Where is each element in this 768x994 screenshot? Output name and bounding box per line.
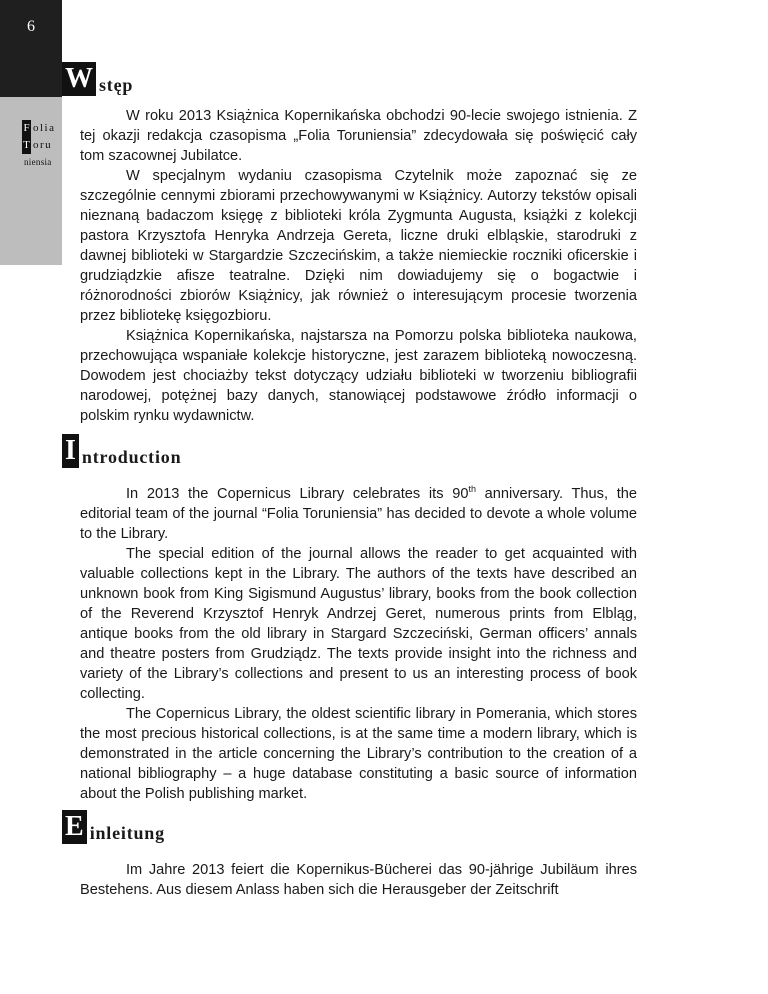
paragraph: The Copernicus Library, the oldest scientific library in Pomerania, which stores the most precious historical collections, is at the same time a modern library, which is demonstrated in the article concerning the Library’s contribution to the creation of a national bibliography – a huge database constituting a basic source of information about the Polish publishing market.: [80, 706, 637, 802]
heading-text: ntroduction: [81, 447, 182, 467]
paragraph-text: anniversary. Thus, the editorial team of the journal “Folia Toruniensia” has decided to devote a whole volume to the Library.: [80, 486, 638, 542]
paragraph: Im Jahre 2013 feiert die Kopernikus-Bücherei das 90-jährige Jubiläum ihres Bestehens. Aus diesem Anlass haben sich die Herausgeber der Zeitschrift: [80, 862, 637, 898]
paragraph: [80, 484, 637, 544]
heading-introduction: [62, 434, 181, 468]
section-introduction: [80, 484, 637, 804]
heading-einleitung: [62, 810, 165, 844]
journal-logo: [22, 120, 56, 171]
section-einleitung: [80, 860, 637, 900]
heading-text: stęp: [99, 75, 134, 95]
paragraph: W specjalnym wydaniu czasopisma Czytelnik może zapoznać się ze szczególnie cennymi zbiorami przechowywanymi w Książnicy. Autorzy tekstów opisali nieznaną badaczom księgę z biblioteki króla Zygmunta Augusta, książki z kolekcji pastora Krzysztofa Henryka Andrzeja Gereta, liczne druki elbląskie, starodruki z dawnej biblioteki w Stargardzie Szczecińskim, a także niemieckie roczniki oficerskie i grudziądzkie afisze teatralne. Dzięki nim dowiadujemy się o bogactwie i różnorodności zbiorów Książnicy, jak również o interesującym procesie tworzenia przez bibliotekę księgozbioru.: [80, 168, 637, 324]
page-number-block: [0, 0, 62, 97]
paragraph: Książnica Kopernikańska, najstarsza na Pomorzu polska biblioteka naukowa, przechowująca wspaniałe kolekcje historyczne, jest zarazem biblioteką nowoczesną. Dowodem jest chociażby tekst dotyczący udziału biblioteki w tworzeniu bibliografii narodowej, potężnej bazy danych, stanowiącej podstawowe źródło informacji o polskim rynku wydawnictw.: [80, 328, 637, 424]
logo-line-2: oru: [33, 139, 53, 151]
logo-line-3: niensia: [24, 157, 52, 167]
logo-line-1: olia: [33, 122, 56, 134]
heading-initial: W: [62, 62, 96, 96]
paragraph: The special edition of the journal allows the reader to get acquainted with valuable collections kept in the Library. The authors of the texts have described an unknown book from King Sigismund Augustus’ library, books from the book collection of the Reverend Krzysztof Henryk Andrzej Geret, numerous prints from Elbląg, antique books from the old library in Stargard Szczeciński, German officers’ annals and theatre posters from Grudziądz. The texts provide insight into the richness and variety of the Library’s collections and present to us an interesting process of book collecting.: [80, 546, 637, 702]
logo-initial-t: T: [22, 137, 31, 154]
logo-initial-f: F: [22, 120, 31, 137]
heading-initial: I: [62, 434, 79, 468]
paragraph-text: In 2013 the Copernicus Library celebrates its 90: [126, 486, 469, 502]
section-wstep: [80, 106, 637, 426]
paragraph: W roku 2013 Książnica Kopernikańska obchodzi 90-lecie swojego istnienia. Z tej okazji redakcja czasopisma „Folia Toruniensia” zdecydowała się poświęcić cały tom szacownej Jubilatce.: [80, 108, 637, 164]
heading-wstep: [62, 62, 133, 96]
heading-initial: E: [62, 810, 87, 844]
superscript: th: [468, 484, 476, 495]
heading-text: inleitung: [89, 823, 165, 843]
page-number: 6: [27, 18, 35, 35]
